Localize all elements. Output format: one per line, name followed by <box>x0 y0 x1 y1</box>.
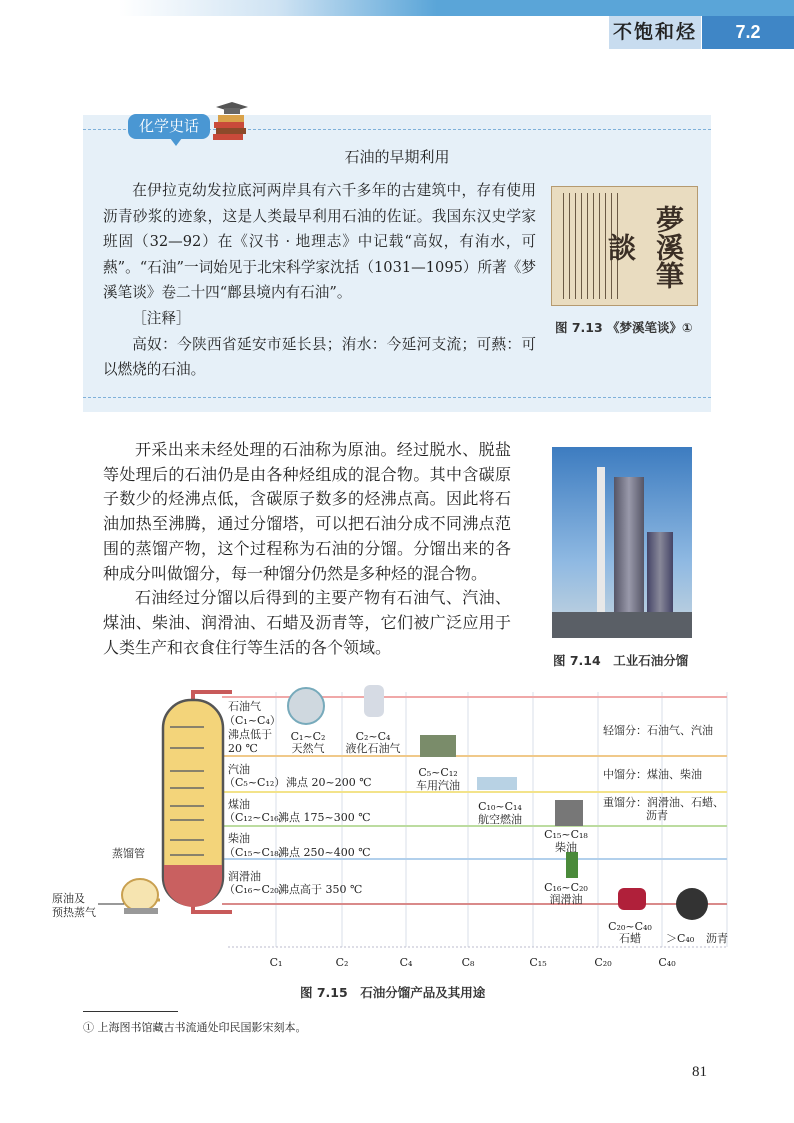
svg-text:C₁~C₂: C₁~C₂ <box>290 730 326 743</box>
svg-text:C₂: C₂ <box>335 956 349 969</box>
svg-text:C₂₀: C₂₀ <box>594 956 612 969</box>
box-title: 石油的早期利用 <box>344 148 450 166</box>
chapter-title: 不饱和烃 <box>609 16 701 49</box>
svg-text:沸点 250~400 ℃: 沸点 250~400 ℃ <box>278 846 371 859</box>
graduation-books-icon <box>210 100 252 142</box>
footnote-rule <box>83 1011 178 1012</box>
x-axis-labels <box>270 956 677 969</box>
svg-text:（C₅~C₁₂）: （C₅~C₁₂） <box>224 776 286 789</box>
svg-text:中馏分：煤油、柴油: 中馏分：煤油、柴油 <box>603 768 702 781</box>
page-number: 81 <box>692 1064 707 1080</box>
svg-text:液化石油气: 液化石油气 <box>345 742 401 755</box>
svg-text:（C₁₅~C₁₈）: （C₁₅~C₁₈） <box>224 846 290 859</box>
svg-text:天然气: 天然气 <box>291 742 325 755</box>
svg-text:20 ℃: 20 ℃ <box>228 742 258 755</box>
main-text <box>103 438 511 660</box>
section-badge: 化学史话 <box>128 114 210 139</box>
svg-text:预热蒸气: 预热蒸气 <box>52 906 96 919</box>
section-number: 7.2 <box>702 16 794 49</box>
svg-text:蒸馏管: 蒸馏管 <box>112 847 145 860</box>
note-text: 高奴：今陕西省延安市延长县；洧水：今延河支流；可爇：可以燃烧的石油。 <box>103 335 536 379</box>
svg-text:润滑油: 润滑油 <box>228 870 261 883</box>
svg-text:C₈: C₈ <box>461 956 475 969</box>
svg-text:沥青: 沥青 <box>646 809 668 822</box>
svg-text:C₁₅: C₁₅ <box>529 956 547 969</box>
svg-text:C₄₀: C₄₀ <box>658 956 676 969</box>
svg-text:原油及: 原油及 <box>52 892 85 905</box>
svg-text:沥青: 沥青 <box>706 932 728 945</box>
fractionation-diagram <box>40 685 740 980</box>
history-paragraph: 在伊拉克幼发拉底河两岸具有六千多年的古建筑中，存有使用沥青砂浆的迹象，这是人类最早利用石油的佐证。我国东汉史学家班固（32—92）在《汉书 · 地理志》中记载“高奴，有洧水，可爇”。“石油”一词始见于北宋科学家沈括（1031—1095）所著《梦溪笔谈》卷二十四“鄜县境内有石油”。 <box>103 182 536 302</box>
svg-text:柴油: 柴油 <box>555 841 577 854</box>
svg-text:C₁: C₁ <box>269 956 283 969</box>
footnote: ① 上海图书馆藏古书流通处印民国影宋刻本。 <box>83 1021 307 1034</box>
svg-text:＞C₄₀: ＞C₄₀ <box>666 932 695 945</box>
note-label: ［注释］ <box>132 309 191 327</box>
svg-text:沸点高于 350 ℃: 沸点高于 350 ℃ <box>278 883 363 896</box>
figure-7-13-caption: 图 7.13 《梦溪笔谈》① <box>555 320 693 335</box>
paragraph: 开采出来未经处理的石油称为原油。经过脱水、脱盐等处理后的石油仍是由各种烃组成的混合物。其中含碳原子数少的烃沸点低，含碳原子数多的烃沸点高。因此将石油加热至沸腾，通过分馏塔，可以把石油分成不同沸点范围的蒸馏产物，这个过程称为石油的分馏。分馏出来的各种成分叫做馏分，每一种馏分仍然是多种烃的混合物。 <box>103 440 511 583</box>
svg-text:航空燃油: 航空燃油 <box>478 813 522 826</box>
svg-text:C₂₀~C₄₀: C₂₀~C₄₀ <box>608 920 652 933</box>
header-bar <box>0 0 794 16</box>
paragraph: 石油经过分馏以后得到的主要产物有石油气、汽油、煤油、柴油、润滑油、石蜡及沥青等，它们被广泛应用于人类生产和衣食住行等生活的各个领域。 <box>103 588 511 657</box>
svg-text:C₄: C₄ <box>399 956 413 969</box>
svg-text:柴油: 柴油 <box>228 832 250 845</box>
svg-text:沸点低于: 沸点低于 <box>228 728 272 741</box>
figure-7-15-caption: 图 7.15 石油分馏产品及其用途 <box>300 985 486 1000</box>
divider <box>83 397 711 398</box>
svg-text:C₁₅~C₁₈: C₁₅~C₁₈ <box>544 828 588 841</box>
svg-text:C₁₆~C₂₀: C₁₆~C₂₀ <box>544 881 588 894</box>
svg-text:轻馏分：石油气、汽油: 轻馏分：石油气、汽油 <box>603 724 713 737</box>
svg-text:石油气: 石油气 <box>228 700 261 713</box>
svg-text:沸点 175~300 ℃: 沸点 175~300 ℃ <box>278 811 371 824</box>
svg-text:煤油: 煤油 <box>228 798 250 811</box>
svg-text:车用汽油: 车用汽油 <box>416 779 460 792</box>
svg-text:重馏分：润滑油、石蜡、: 重馏分：润滑油、石蜡、 <box>603 796 724 809</box>
svg-text:石蜡: 石蜡 <box>619 932 641 945</box>
mengxi-bitan-image: 夢溪筆談 <box>551 186 698 306</box>
svg-text:C₁₀~C₁₄: C₁₀~C₁₄ <box>478 800 522 813</box>
svg-text:C₂~C₄: C₂~C₄ <box>355 730 391 743</box>
svg-text:沸点 20~200 ℃: 沸点 20~200 ℃ <box>286 776 372 789</box>
svg-text:（C₁₆~C₂₀）: （C₁₆~C₂₀） <box>224 883 290 896</box>
figure-7-14-caption: 图 7.14 工业石油分馏 <box>553 653 689 668</box>
distillation-column <box>98 692 232 914</box>
history-text <box>103 178 536 383</box>
svg-text:（C₁~C₄）: （C₁~C₄） <box>224 714 281 727</box>
svg-text:汽油: 汽油 <box>228 763 250 776</box>
svg-text:（C₁₂~C₁₆）: （C₁₂~C₁₆） <box>224 811 290 824</box>
refinery-photo <box>552 447 692 638</box>
fraction-groups <box>603 723 724 822</box>
svg-text:润滑油: 润滑油 <box>549 893 583 906</box>
svg-text:C₅~C₁₂: C₅~C₁₂ <box>418 766 458 779</box>
